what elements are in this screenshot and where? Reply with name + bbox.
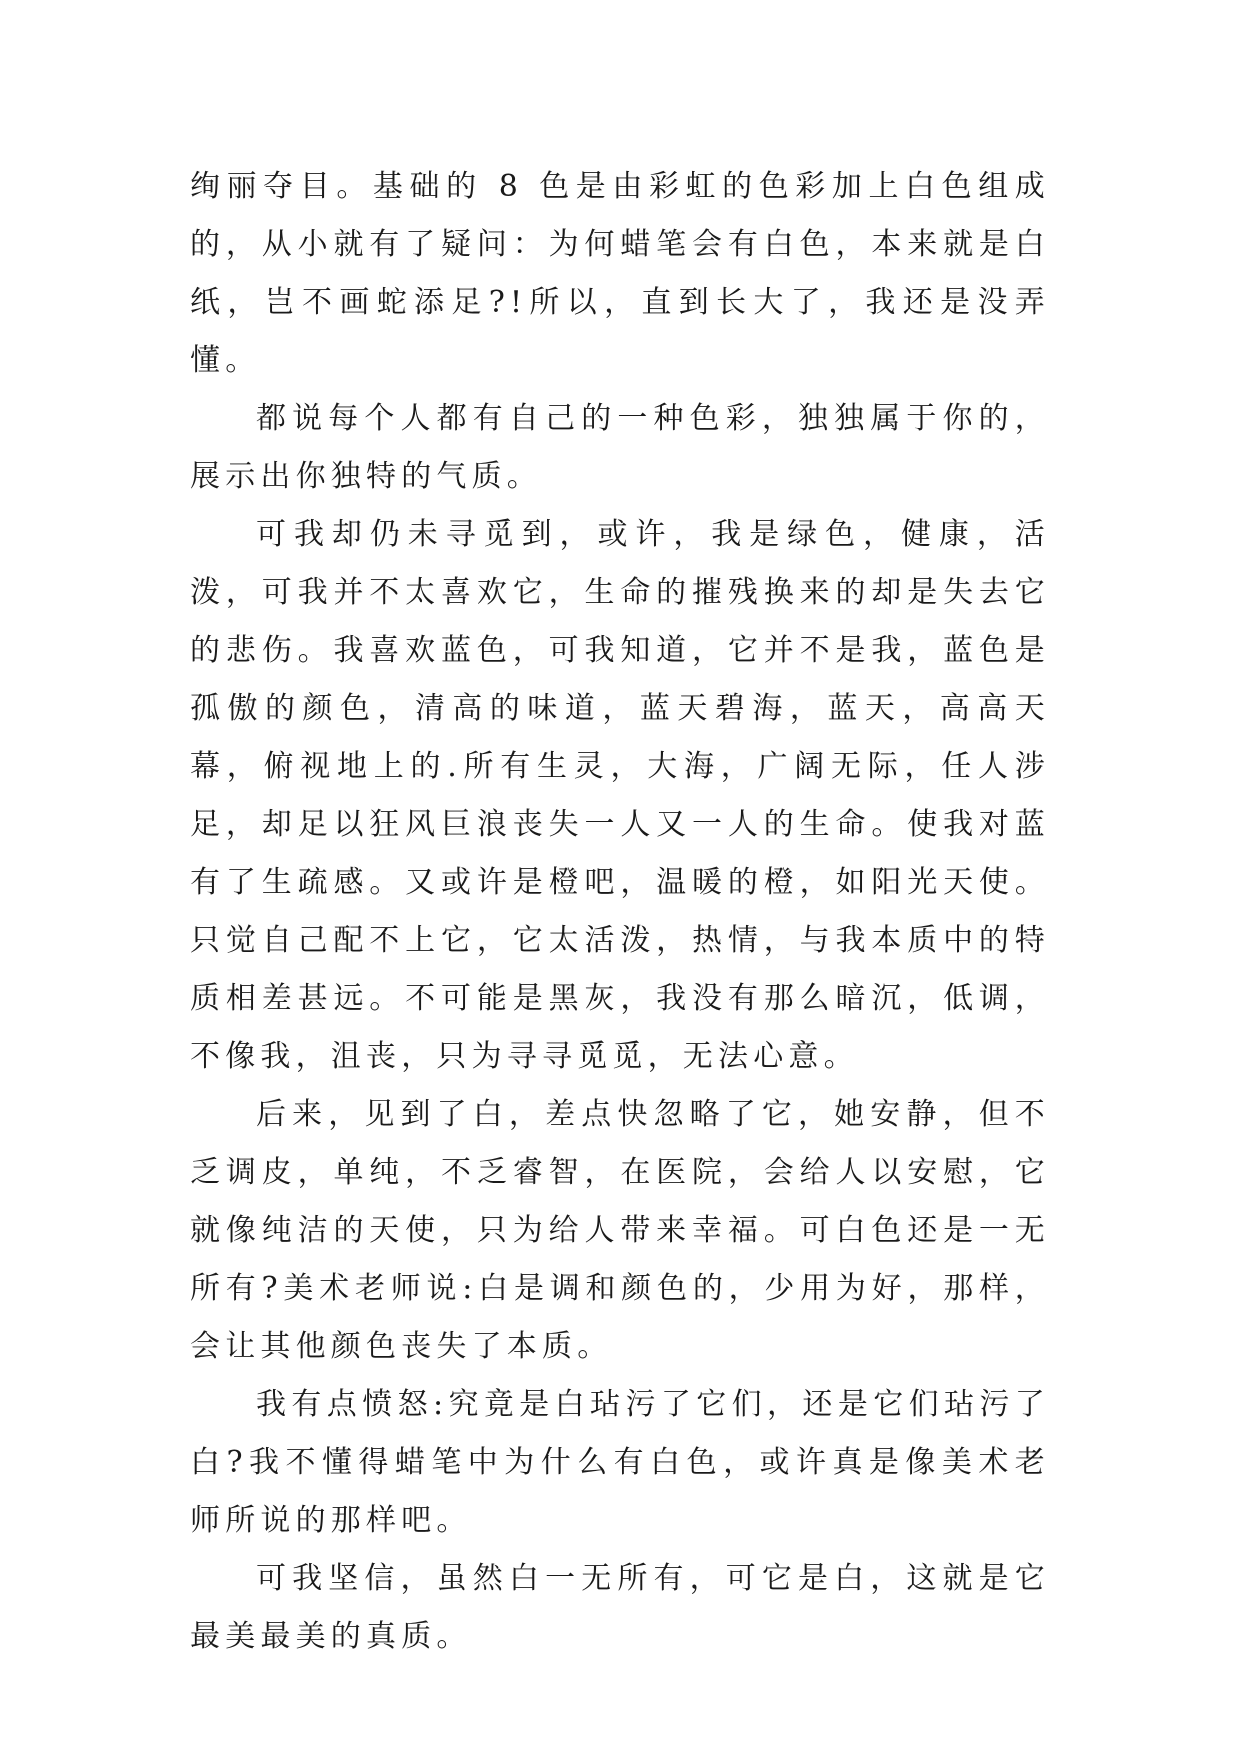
paragraph: 都说每个人都有自己的一种色彩，独独属于你的，展示出你独特的气质。 (190, 401, 1050, 494)
article-body (190, 158, 1050, 1666)
paragraph: 可我坚信，虽然白一无所有，可它是白，这就是它最美最美的真质。 (190, 1561, 1050, 1654)
paragraph: 我有点愤怒:究竟是白玷污了它们，还是它们玷污了白?我不懂得蜡笔中为什么有白色，或许真是像美术老师所说的那样吧。 (190, 1387, 1050, 1538)
paragraph: 可我却仍未寻觅到，或许，我是绿色，健康，活泼，可我并不太喜欢它，生命的摧残换来的却是失去它的悲伤。我喜欢蓝色，可我知道，它并不是我，蓝色是孤傲的颜色，清高的味道，蓝天碧海，蓝天，高高天幕，俯视地上的.所有生灵，大海，广阔无际，任人涉足，却足以狂风巨浪丧失一人又一人的生命。使我对蓝有了生疏感。又或许是橙吧，温暖的橙，如阳光天使。只觉自己配不上它，它太活泼，热情，与我本质中的特质相差甚远。不可能是黑灰，我没有那么暗沉，低调，不像我，沮丧，只为寻寻觅觅，无法心意。 (190, 517, 1050, 1074)
paragraph: 后来，见到了白，差点快忽略了它，她安静，但不乏调皮，单纯，不乏睿智，在医院，会给人以安慰，它就像纯洁的天使，只为给人带来幸福。可白色还是一无所有?美术老师说:白是调和颜色的，少用为好，那样，会让其他颜色丧失了本质。 (190, 1097, 1050, 1364)
paragraph: 绚丽夺目。基础的 8 色是由彩虹的色彩加上白色组成的，从小就有了疑问：为何蜡笔会有白色，本来就是白纸，岂不画蛇添足?!所以，直到长大了，我还是没弄懂。 (190, 169, 1050, 378)
